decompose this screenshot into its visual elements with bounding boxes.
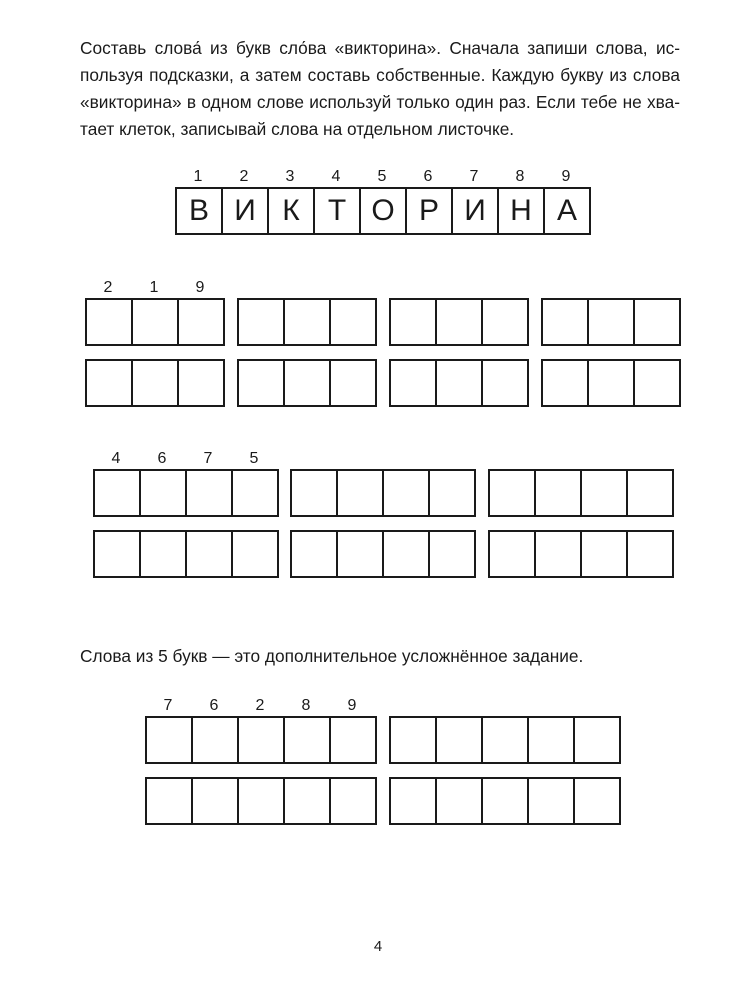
five-letter-word-boxes[interactable] (389, 716, 621, 764)
five-letter-word-boxes[interactable] (389, 777, 621, 825)
three-letter-word-boxes[interactable] (85, 298, 225, 346)
letter-number-row (175, 168, 589, 186)
source-letter: Т (315, 189, 361, 233)
five-letter-word-boxes[interactable] (145, 716, 377, 764)
four-letter-word-boxes[interactable] (93, 469, 279, 517)
source-letter: В (177, 189, 223, 233)
bonus-task-note: Слова из 5 букв — это дополнительное усложнённое задание. (80, 646, 584, 666)
hint-number: 7 (203, 450, 213, 467)
hint-number: 9 (347, 697, 357, 714)
hint-number: 7 (163, 697, 173, 714)
hint-number: 6 (209, 697, 219, 714)
page-number: 4 (373, 938, 383, 955)
hint-number: 9 (195, 279, 205, 296)
instruction-line-2: пользуя подсказки, а затем составь собственные. Каждую букву из слова (80, 65, 680, 85)
instructions (80, 35, 680, 143)
instruction-line-3: «викторина» в одном слове используй только один раз. Если тебе не хва- (80, 92, 680, 112)
hint-number: 2 (255, 697, 265, 714)
four-letter-word-boxes[interactable] (290, 469, 476, 517)
hint-number: 6 (157, 450, 167, 467)
instruction-line-4: тает клеток, записывай слова на отдельном листочке. (80, 119, 515, 139)
source-letter: Р (407, 189, 453, 233)
source-word-boxes (175, 187, 591, 235)
three-letter-hint (85, 279, 223, 297)
four-letter-hint (93, 450, 277, 468)
letter-number: 2 (239, 168, 249, 185)
hint-number: 5 (249, 450, 259, 467)
letter-number: 9 (561, 168, 571, 185)
three-letter-word-boxes[interactable] (541, 359, 681, 407)
three-letter-word-boxes[interactable] (389, 359, 529, 407)
hint-number: 4 (111, 450, 121, 467)
instruction-line-1: Составь слова́ из букв сло́ва «викторина». Сначала запиши слова, ис- (80, 38, 680, 58)
letter-number: 4 (331, 168, 341, 185)
three-letter-word-boxes[interactable] (541, 298, 681, 346)
four-letter-word-boxes[interactable] (488, 469, 674, 517)
letter-number: 5 (377, 168, 387, 185)
four-letter-word-boxes[interactable] (488, 530, 674, 578)
source-letter: О (361, 189, 407, 233)
letter-number: 6 (423, 168, 433, 185)
source-letter: К (269, 189, 315, 233)
hint-number: 1 (149, 279, 159, 296)
three-letter-word-boxes[interactable] (237, 298, 377, 346)
hint-number: 2 (103, 279, 113, 296)
letter-number: 7 (469, 168, 479, 185)
source-letter: И (223, 189, 269, 233)
source-letter: А (556, 194, 577, 227)
four-letter-word-boxes[interactable] (93, 530, 279, 578)
five-letter-word-boxes[interactable] (145, 777, 377, 825)
letter-number: 8 (515, 168, 525, 185)
three-letter-word-boxes[interactable] (85, 359, 225, 407)
letter-number: 1 (193, 168, 203, 185)
source-letter: Н (499, 189, 545, 233)
source-letter: И (453, 189, 499, 233)
hint-number: 8 (301, 697, 311, 714)
four-letter-word-boxes[interactable] (290, 530, 476, 578)
three-letter-word-boxes[interactable] (389, 298, 529, 346)
letter-number: 3 (285, 168, 295, 185)
five-letter-hint (145, 697, 375, 715)
three-letter-word-boxes[interactable] (237, 359, 377, 407)
